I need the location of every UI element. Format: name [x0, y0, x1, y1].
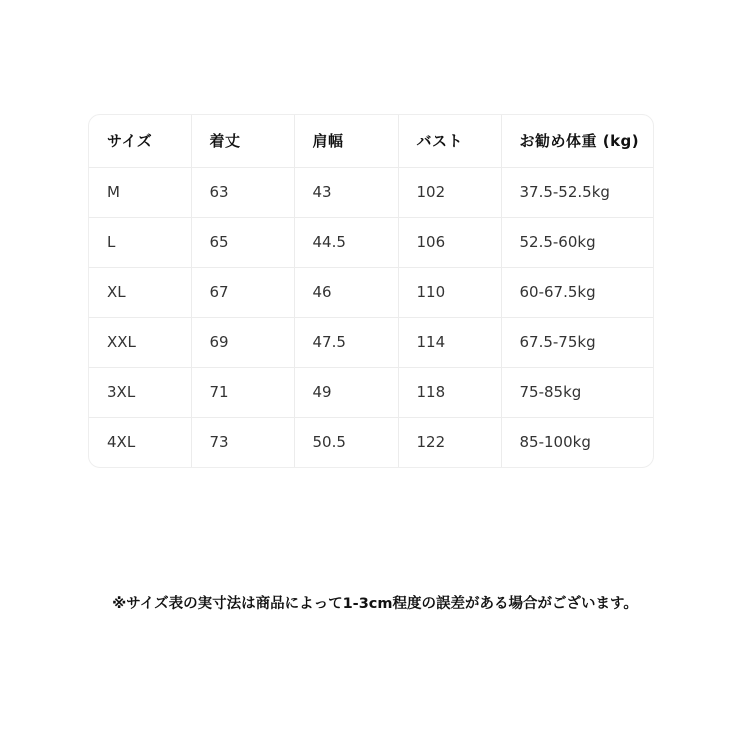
cell-shoulder: 47.5 [294, 317, 398, 367]
size-disclaimer-note: ※サイズ表の実寸法は商品によって1-3cm程度の誤差がある場合がございます。 [112, 596, 638, 612]
cell-shoulder: 43 [294, 167, 398, 217]
cell-weight: 37.5-52.5kg [501, 167, 654, 217]
header-bust: バスト [398, 115, 501, 167]
cell-bust: 114 [398, 317, 501, 367]
table-row [89, 217, 654, 267]
cell-length: 67 [191, 267, 294, 317]
table-row [89, 367, 654, 417]
cell-weight: 75-85kg [501, 367, 654, 417]
cell-size: XXL [89, 317, 191, 367]
cell-size: L [89, 217, 191, 267]
table-row [89, 267, 654, 317]
size-chart-card [88, 114, 654, 468]
cell-shoulder: 46 [294, 267, 398, 317]
cell-weight: 52.5-60kg [501, 217, 654, 267]
cell-shoulder: 44.5 [294, 217, 398, 267]
size-chart-table [89, 115, 654, 467]
cell-bust: 102 [398, 167, 501, 217]
cell-length: 69 [191, 317, 294, 367]
header-length: 着丈 [191, 115, 294, 167]
cell-length: 63 [191, 167, 294, 217]
cell-weight: 67.5-75kg [501, 317, 654, 367]
cell-bust: 118 [398, 367, 501, 417]
cell-bust: 106 [398, 217, 501, 267]
cell-shoulder: 49 [294, 367, 398, 417]
cell-size: XL [89, 267, 191, 317]
cell-size: 3XL [89, 367, 191, 417]
cell-weight: 60-67.5kg [501, 267, 654, 317]
table-row [89, 167, 654, 217]
cell-size: M [89, 167, 191, 217]
table-header-row [89, 115, 654, 167]
cell-weight: 85-100kg [519, 433, 591, 452]
header-recommended-weight: お勧め体重 (kg) [501, 115, 654, 167]
cell-length: 73 [191, 417, 294, 467]
header-shoulder: 肩幅 [294, 115, 398, 167]
cell-bust: 122 [398, 417, 501, 467]
header-size: サイズ [89, 115, 191, 167]
cell-length: 65 [191, 217, 294, 267]
cell-size: 4XL [89, 417, 191, 467]
cell-length: 71 [191, 367, 294, 417]
table-row [89, 317, 654, 367]
cell-bust: 110 [398, 267, 501, 317]
cell-shoulder: 50.5 [294, 417, 398, 467]
table-row [89, 417, 654, 467]
